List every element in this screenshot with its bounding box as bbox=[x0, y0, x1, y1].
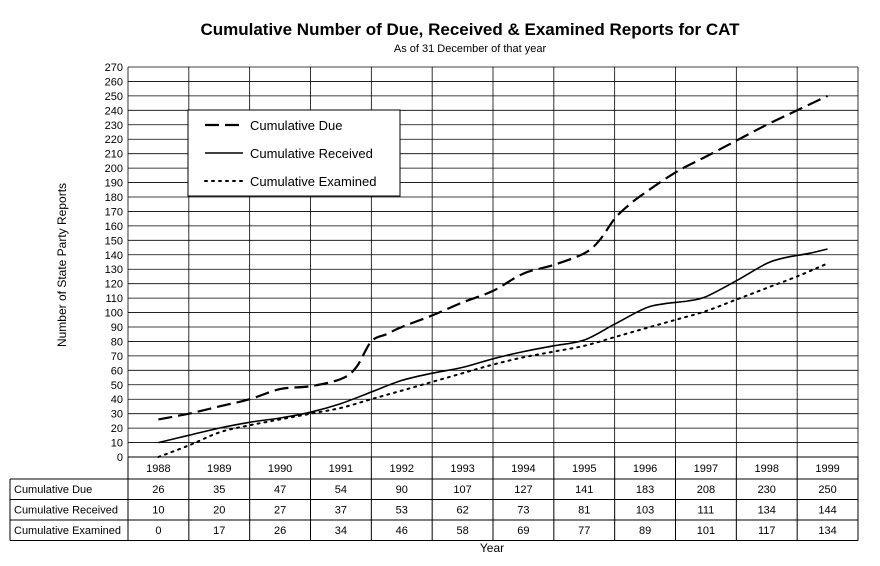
table-cell: 230 bbox=[757, 484, 776, 496]
table-cell: 26 bbox=[152, 484, 165, 496]
y-tick-label: 140 bbox=[104, 249, 123, 262]
y-tick-label: 230 bbox=[104, 119, 123, 132]
table-cell: 134 bbox=[757, 504, 776, 517]
table-cell: 208 bbox=[696, 484, 716, 496]
x-tick-label: 1992 bbox=[389, 463, 414, 475]
table-cell: 54 bbox=[334, 484, 348, 496]
x-tick-label: 1998 bbox=[754, 463, 779, 475]
y-tick-label: 60 bbox=[110, 365, 123, 378]
y-tick-label: 220 bbox=[104, 134, 123, 147]
x-tick-label: 1995 bbox=[572, 463, 597, 475]
table-cell: 53 bbox=[395, 504, 408, 517]
table-cell: 107 bbox=[453, 484, 472, 496]
x-tick-label: 1988 bbox=[146, 463, 171, 475]
legend-label: Cumulative Examined bbox=[250, 174, 377, 189]
x-tick-label: 1993 bbox=[450, 463, 475, 475]
y-tick-label: 190 bbox=[104, 177, 123, 190]
table-cell: 117 bbox=[757, 525, 776, 537]
table-cell: 77 bbox=[578, 525, 591, 537]
table-cell: 89 bbox=[638, 525, 652, 537]
y-tick-label: 200 bbox=[104, 163, 123, 176]
x-tick-label: 1999 bbox=[815, 463, 840, 475]
y-tick-label: 90 bbox=[110, 322, 123, 334]
y-tick-label: 70 bbox=[110, 350, 123, 363]
y-tick-label: 110 bbox=[105, 293, 123, 306]
y-tick-label: 120 bbox=[104, 278, 123, 291]
legend bbox=[188, 110, 400, 196]
y-tick-label: 40 bbox=[110, 394, 123, 407]
y-tick-label: 210 bbox=[104, 148, 123, 161]
table-cell: 90 bbox=[395, 484, 408, 496]
table-cell: 58 bbox=[456, 525, 469, 537]
y-tick-label: 20 bbox=[110, 423, 123, 436]
x-tick-label: 1990 bbox=[267, 463, 293, 475]
table-cell: 0 bbox=[155, 525, 162, 537]
table-cell: 127 bbox=[514, 484, 533, 496]
y-tick-label: 0 bbox=[116, 452, 123, 464]
table-cell: 27 bbox=[273, 504, 287, 517]
y-tick-label: 260 bbox=[104, 76, 123, 89]
y-tick-label: 130 bbox=[104, 264, 123, 277]
table-cell: 101 bbox=[696, 525, 716, 537]
y-tick-label: 240 bbox=[104, 105, 123, 118]
y-tick-label: 170 bbox=[104, 206, 123, 219]
table-cell: 10 bbox=[152, 504, 165, 517]
table-cell: 73 bbox=[517, 504, 530, 517]
table-cell: 17 bbox=[213, 525, 226, 537]
table-cell: 62 bbox=[456, 504, 469, 517]
table-cell: 26 bbox=[273, 525, 287, 537]
chart-title: Cumulative Number of Due, Received & Examined Reports for CAT bbox=[200, 20, 740, 39]
table-cell: 35 bbox=[213, 484, 226, 496]
table-cell: 141 bbox=[575, 484, 594, 496]
table-cell: 111 bbox=[697, 504, 715, 517]
table-cell: 81 bbox=[578, 504, 591, 517]
table-cell: 103 bbox=[635, 504, 655, 517]
x-tick-label: 1997 bbox=[693, 463, 719, 475]
y-tick-label: 250 bbox=[104, 90, 123, 103]
y-tick-label: 50 bbox=[110, 379, 123, 392]
y-tick-label: 80 bbox=[110, 336, 123, 349]
legend-label: Cumulative Due bbox=[250, 118, 343, 133]
x-tick-label: 1996 bbox=[632, 463, 658, 475]
table-cell: 46 bbox=[395, 525, 408, 537]
table-cell: 34 bbox=[334, 525, 348, 537]
table-row-label: Cumulative Examined bbox=[14, 525, 121, 537]
table-cell: 37 bbox=[334, 504, 348, 517]
data-table bbox=[10, 457, 858, 541]
legend-label: Cumulative Received bbox=[250, 146, 373, 161]
y-tick-label: 180 bbox=[104, 192, 123, 204]
table-row-label: Cumulative Received bbox=[14, 504, 118, 517]
table-cell: 144 bbox=[818, 504, 837, 517]
table-cell: 250 bbox=[818, 484, 837, 496]
x-tick-label: 1994 bbox=[511, 463, 536, 475]
x-tick-label: 1991 bbox=[328, 463, 354, 475]
y-axis-ticks bbox=[105, 62, 123, 464]
y-tick-label: 10 bbox=[110, 437, 123, 450]
y-tick-label: 270 bbox=[104, 62, 123, 74]
y-tick-label: 30 bbox=[110, 408, 123, 421]
table-cell: 183 bbox=[635, 484, 655, 496]
y-tick-label: 150 bbox=[104, 235, 123, 248]
table-cell: 20 bbox=[213, 504, 226, 517]
table-cell: 69 bbox=[517, 525, 530, 537]
x-axis-label: Year bbox=[479, 541, 505, 555]
chart-subtitle: As of 31 December of that year bbox=[393, 43, 547, 55]
y-tick-label: 160 bbox=[104, 220, 123, 233]
x-tick-label: 1989 bbox=[207, 463, 232, 475]
table-cell: 47 bbox=[273, 484, 287, 496]
y-tick-label: 100 bbox=[104, 307, 123, 320]
table-cell: 134 bbox=[818, 525, 837, 537]
y-axis-label: Number of State Party Reports bbox=[55, 182, 69, 348]
table-row-label: Cumulative Due bbox=[14, 484, 93, 496]
